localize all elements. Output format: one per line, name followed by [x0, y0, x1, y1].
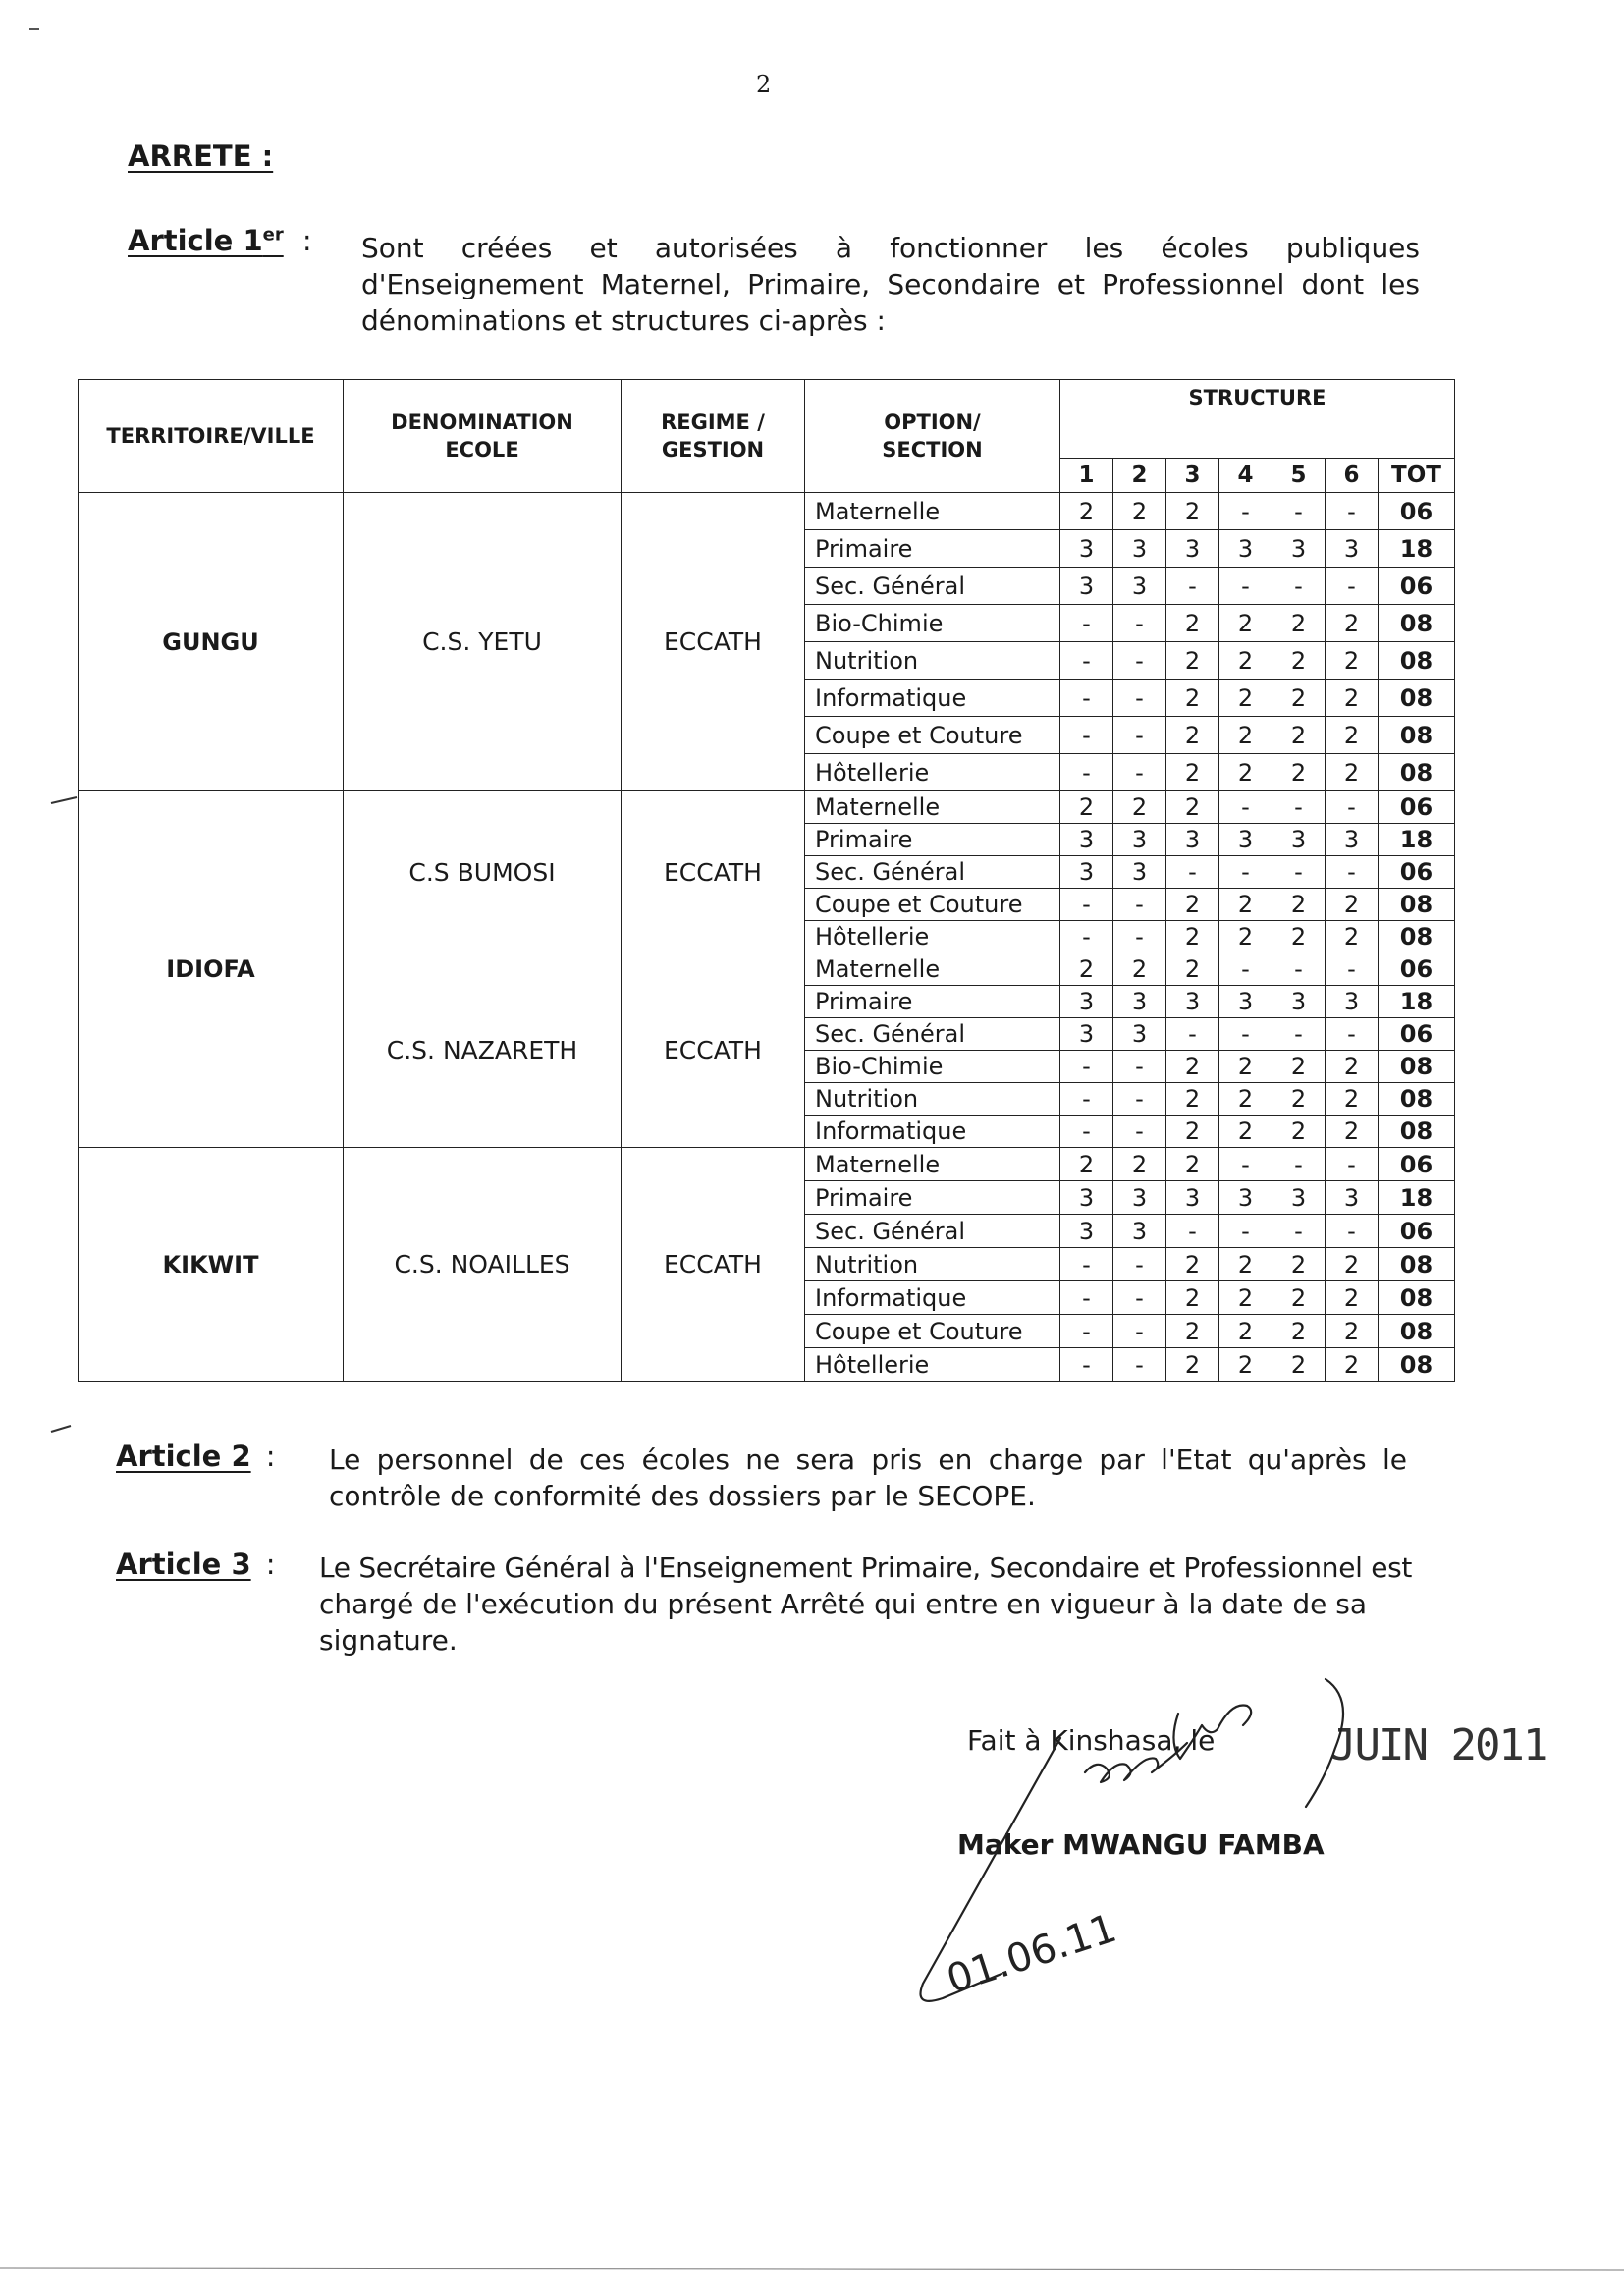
option-cell: Maternelle [805, 1148, 1060, 1181]
structure-value-cell: 2 [1166, 493, 1219, 530]
structure-value-cell: 2 [1166, 1148, 1219, 1181]
structure-value-cell: 2 [1060, 953, 1113, 986]
structure-value-cell: 2 [1219, 889, 1272, 921]
structure-value-cell: - [1113, 889, 1166, 921]
article2-line1: Le personnel de ces écoles ne sera pris en charge par l'Etat qu'après le [329, 1443, 1407, 1476]
article1-label-sup: er [262, 224, 284, 245]
structure-value-cell: - [1272, 791, 1326, 824]
structure-value-cell: 2 [1166, 1116, 1219, 1148]
structure-value-cell: 3 [1166, 1181, 1219, 1215]
school-name: C.S. NOAILLES [394, 1250, 570, 1279]
structure-value-cell: - [1113, 1281, 1166, 1315]
article3-line3: signature. [319, 1624, 458, 1657]
structure-value-cell: 3 [1060, 986, 1113, 1018]
structure-value-cell: 2 [1166, 717, 1219, 754]
structure-value-cell: 3 [1166, 824, 1219, 856]
structure-value-cell: 2 [1113, 1148, 1166, 1181]
structure-value-cell: - [1060, 1051, 1113, 1083]
structure-value-cell: 2 [1219, 642, 1272, 680]
article2-colon: : [265, 1440, 276, 1473]
structure-value-cell: 2 [1219, 1051, 1272, 1083]
structure-value-cell: - [1272, 856, 1326, 889]
structure-value-cell: 3 [1113, 1018, 1166, 1051]
structure-value-cell: - [1166, 1215, 1219, 1248]
structure-value-cell: 2 [1219, 717, 1272, 754]
structure-value-cell: 2 [1272, 1116, 1326, 1148]
structure-value-cell: 3 [1060, 856, 1113, 889]
structure-value-cell: 3 [1113, 856, 1166, 889]
structure-value-cell: 3 [1166, 530, 1219, 568]
structure-value-cell: - [1113, 1116, 1166, 1148]
total-cell: 08 [1379, 921, 1455, 953]
header-denomination-line1: DENOMINATION [391, 410, 573, 434]
structure-value-cell: 2 [1166, 1281, 1219, 1315]
structure-value-cell: - [1113, 1248, 1166, 1281]
structure-value-cell: 2 [1219, 754, 1272, 791]
structure-value-cell: 2 [1166, 680, 1219, 717]
structure-value-cell: - [1326, 953, 1379, 986]
structure-value-cell: 2 [1166, 791, 1219, 824]
header-regime-line1: REGIME / [661, 410, 765, 434]
structure-value-cell: 2 [1219, 1315, 1272, 1348]
structure-value-cell: 2 [1272, 1083, 1326, 1116]
total-cell: 06 [1379, 791, 1455, 824]
territory-name: KIKWIT [162, 1250, 259, 1279]
header-col-tot: TOT [1379, 459, 1455, 493]
structure-value-cell: 2 [1326, 605, 1379, 642]
structure-value-cell: 2 [1326, 1051, 1379, 1083]
structure-value-cell: - [1060, 1348, 1113, 1382]
structure-value-cell: - [1060, 717, 1113, 754]
structure-value-cell: - [1113, 1348, 1166, 1382]
structure-value-cell: - [1060, 680, 1113, 717]
structure-value-cell: 2 [1219, 1348, 1272, 1382]
option-cell: Nutrition [805, 1083, 1060, 1116]
total-cell: 08 [1379, 1051, 1455, 1083]
structure-value-cell: - [1219, 568, 1272, 605]
scan-mark-left-2 [51, 1426, 71, 1432]
place-date-line: Fait à Kinshasa, le [967, 1724, 1216, 1757]
territory-name: GUNGU [162, 627, 259, 656]
article3-line2: chargé de l'exécution du présent Arrêté qui entre en vigueur à la date de sa [319, 1588, 1367, 1620]
structure-value-cell: 2 [1272, 1051, 1326, 1083]
total-cell: 08 [1379, 1348, 1455, 1382]
structure-value-cell: - [1060, 921, 1113, 953]
structure-value-cell: - [1166, 568, 1219, 605]
structure-value-cell: - [1060, 754, 1113, 791]
header-col-3: 3 [1166, 459, 1219, 493]
structure-value-cell: 2 [1166, 1248, 1219, 1281]
structure-value-cell: - [1326, 856, 1379, 889]
total-cell: 08 [1379, 889, 1455, 921]
header-option-line2: SECTION [882, 438, 983, 462]
option-cell: Hôtellerie [805, 921, 1060, 953]
structure-value-cell: - [1219, 1018, 1272, 1051]
header-col-2: 2 [1113, 459, 1166, 493]
structure-value-cell: 3 [1326, 986, 1379, 1018]
regime-name: ECCATH [664, 857, 762, 887]
article1-colon: : [301, 224, 312, 257]
option-cell: Hôtellerie [805, 754, 1060, 791]
total-cell: 08 [1379, 1248, 1455, 1281]
structure-value-cell: 2 [1272, 680, 1326, 717]
structure-value-cell: - [1219, 953, 1272, 986]
structure-value-cell: 2 [1326, 921, 1379, 953]
structure-value-cell: 3 [1060, 824, 1113, 856]
option-cell: Informatique [805, 1281, 1060, 1315]
structure-value-cell: 3 [1326, 824, 1379, 856]
option-cell: Maternelle [805, 493, 1060, 530]
structure-value-cell: - [1272, 1148, 1326, 1181]
option-cell: Sec. Général [805, 856, 1060, 889]
option-cell: Coupe et Couture [805, 717, 1060, 754]
structure-value-cell: - [1060, 1116, 1113, 1148]
article3-label-text: Article 3 [116, 1548, 251, 1581]
structure-value-cell: 2 [1060, 1148, 1113, 1181]
structure-value-cell: 2 [1272, 1248, 1326, 1281]
structure-value-cell: - [1060, 1281, 1113, 1315]
structure-value-cell: - [1326, 493, 1379, 530]
structure-value-cell: 2 [1272, 717, 1326, 754]
structure-value-cell: - [1166, 856, 1219, 889]
structure-value-cell: - [1060, 889, 1113, 921]
option-cell: Bio-Chimie [805, 605, 1060, 642]
option-cell: Primaire [805, 986, 1060, 1018]
structure-value-cell: 2 [1272, 1281, 1326, 1315]
structure-value-cell: 2 [1166, 1051, 1219, 1083]
structure-value-cell: 3 [1113, 1181, 1166, 1215]
option-cell: Primaire [805, 530, 1060, 568]
structure-value-cell: 3 [1326, 1181, 1379, 1215]
structure-value-cell: - [1113, 754, 1166, 791]
total-cell: 06 [1379, 953, 1455, 986]
structure-value-cell: - [1113, 605, 1166, 642]
header-territoire-label: TERRITOIRE/VILLE [106, 424, 315, 448]
total-cell: 08 [1379, 1083, 1455, 1116]
article1-line2: d'Enseignement Maternel, Primaire, Secondaire et Professionnel dont les [361, 268, 1420, 300]
regime-name: ECCATH [664, 1250, 762, 1279]
handwritten-date: 01.06.11 [941, 1905, 1122, 2003]
option-cell: Informatique [805, 680, 1060, 717]
structure-value-cell: 3 [1219, 1181, 1272, 1215]
structure-value-cell: 2 [1326, 1116, 1379, 1148]
structure-value-cell: 2 [1166, 889, 1219, 921]
structure-value-cell: 2 [1166, 642, 1219, 680]
structure-value-cell: 2 [1166, 1083, 1219, 1116]
option-cell: Nutrition [805, 1248, 1060, 1281]
total-cell: 08 [1379, 642, 1455, 680]
structure-value-cell: 2 [1113, 791, 1166, 824]
structure-value-cell: - [1326, 791, 1379, 824]
regime-name: ECCATH [664, 627, 762, 656]
structure-value-cell: 2 [1326, 1281, 1379, 1315]
structure-value-cell: - [1326, 568, 1379, 605]
structure-value-cell: 2 [1219, 921, 1272, 953]
structure-value-cell: 2 [1113, 953, 1166, 986]
structure-value-cell: 2 [1166, 754, 1219, 791]
option-cell: Hôtellerie [805, 1348, 1060, 1382]
structure-value-cell: 2 [1166, 953, 1219, 986]
total-cell: 18 [1379, 986, 1455, 1018]
structure-value-cell: 2 [1326, 889, 1379, 921]
structure-value-cell: 2 [1219, 1116, 1272, 1148]
option-cell: Nutrition [805, 642, 1060, 680]
structure-value-cell: - [1219, 1148, 1272, 1181]
structure-value-cell: - [1326, 1148, 1379, 1181]
structure-value-cell: 3 [1219, 986, 1272, 1018]
option-cell: Informatique [805, 1116, 1060, 1148]
structure-value-cell: 3 [1272, 530, 1326, 568]
option-cell: Bio-Chimie [805, 1051, 1060, 1083]
total-cell: 06 [1379, 1018, 1455, 1051]
option-cell: Primaire [805, 824, 1060, 856]
header-structure: STRUCTURE [1060, 380, 1455, 459]
structure-value-cell: - [1272, 493, 1326, 530]
structure-value-cell: 2 [1219, 680, 1272, 717]
structure-value-cell: 3 [1060, 1018, 1113, 1051]
structure-value-cell: 3 [1272, 1181, 1326, 1215]
total-cell: 18 [1379, 1181, 1455, 1215]
scan-mark-left-1 [51, 797, 77, 803]
structure-value-cell: 2 [1326, 1248, 1379, 1281]
option-cell: Sec. Général [805, 1215, 1060, 1248]
structure-value-cell: 2 [1272, 642, 1326, 680]
article3-colon: : [265, 1548, 276, 1581]
option-cell: Maternelle [805, 791, 1060, 824]
article1-label-text: Article 1 [128, 224, 263, 257]
structure-value-cell: 3 [1060, 1215, 1113, 1248]
total-cell: 06 [1379, 1148, 1455, 1181]
structure-value-cell: 3 [1219, 824, 1272, 856]
structure-value-cell: - [1060, 642, 1113, 680]
structure-value-cell: - [1272, 1215, 1326, 1248]
structure-value-cell: 3 [1326, 530, 1379, 568]
header-col-6: 6 [1326, 459, 1379, 493]
structure-value-cell: 3 [1060, 1181, 1113, 1215]
structure-value-cell: - [1326, 1018, 1379, 1051]
total-cell: 08 [1379, 1116, 1455, 1148]
header-option-line1: OPTION/ [884, 410, 981, 434]
structure-value-cell: - [1113, 1315, 1166, 1348]
header-col-5: 5 [1272, 459, 1326, 493]
header-regime-line2: GESTION [661, 438, 765, 462]
option-cell: Maternelle [805, 953, 1060, 986]
total-cell: 08 [1379, 605, 1455, 642]
structure-value-cell: - [1113, 680, 1166, 717]
school-name: C.S. NAZARETH [386, 1036, 578, 1064]
article2-label-text: Article 2 [116, 1440, 251, 1473]
structure-value-cell: - [1113, 642, 1166, 680]
structure-value-cell: 3 [1060, 530, 1113, 568]
structure-value-cell: - [1113, 1083, 1166, 1116]
structure-value-cell: - [1060, 1315, 1113, 1348]
structure-value-cell: 3 [1113, 568, 1166, 605]
option-cell: Primaire [805, 1181, 1060, 1215]
total-cell: 08 [1379, 717, 1455, 754]
structure-value-cell: 3 [1113, 986, 1166, 1018]
structure-value-cell: - [1272, 1018, 1326, 1051]
regime-name: ECCATH [664, 1036, 762, 1064]
total-cell: 06 [1379, 856, 1455, 889]
structure-value-cell: 2 [1060, 791, 1113, 824]
structure-value-cell: 2 [1326, 717, 1379, 754]
structure-value-cell: 3 [1113, 1215, 1166, 1248]
structure-value-cell: 2 [1326, 1083, 1379, 1116]
structure-value-cell: 3 [1272, 986, 1326, 1018]
structure-value-cell: - [1272, 953, 1326, 986]
structure-value-cell: - [1113, 921, 1166, 953]
structure-value-cell: - [1166, 1018, 1219, 1051]
structure-value-cell: 2 [1326, 1348, 1379, 1382]
scan-bottom-edge [0, 2268, 1624, 2270]
structure-value-cell: - [1060, 1248, 1113, 1281]
total-cell: 08 [1379, 680, 1455, 717]
school-name: C.S BUMOSI [408, 857, 556, 887]
structure-value-cell: 2 [1326, 642, 1379, 680]
signer-name: Maker MWANGU FAMBA [957, 1828, 1325, 1861]
structure-value-cell: 2 [1219, 1083, 1272, 1116]
structure-value-cell: - [1113, 717, 1166, 754]
structure-value-cell: 2 [1166, 1315, 1219, 1348]
structure-value-cell: 2 [1272, 754, 1326, 791]
structure-value-cell: 3 [1219, 530, 1272, 568]
structure-value-cell: 2 [1326, 680, 1379, 717]
structure-value-cell: - [1060, 605, 1113, 642]
structure-value-cell: 3 [1113, 530, 1166, 568]
structure-value-cell: 2 [1060, 493, 1113, 530]
structure-value-cell: - [1219, 791, 1272, 824]
total-cell: 08 [1379, 1315, 1455, 1348]
date-stamp: JUIN 2011 [1330, 1720, 1547, 1770]
page-number: 2 [756, 71, 772, 98]
total-cell: 06 [1379, 493, 1455, 530]
structure-value-cell: - [1113, 1051, 1166, 1083]
structure-value-cell: 2 [1219, 605, 1272, 642]
structure-value-cell: 2 [1113, 493, 1166, 530]
option-cell: Coupe et Couture [805, 1315, 1060, 1348]
total-cell: 18 [1379, 530, 1455, 568]
article2-line2: contrôle de conformité des dossiers par le SECOPE. [329, 1480, 1036, 1512]
structure-value-cell: - [1219, 856, 1272, 889]
header-col-4: 4 [1219, 459, 1272, 493]
school-name: C.S. YETU [422, 627, 542, 656]
option-cell: Sec. Général [805, 568, 1060, 605]
structure-value-cell: 2 [1272, 605, 1326, 642]
option-cell: Coupe et Couture [805, 889, 1060, 921]
decree-heading: ARRETE : [128, 139, 274, 173]
structure-value-cell: 2 [1166, 921, 1219, 953]
total-cell: 06 [1379, 1215, 1455, 1248]
structure-value-cell: 3 [1060, 568, 1113, 605]
structure-value-cell: 2 [1326, 1315, 1379, 1348]
structure-value-cell: - [1326, 1215, 1379, 1248]
structure-value-cell: 2 [1166, 1348, 1219, 1382]
structure-value-cell: - [1272, 568, 1326, 605]
header-denomination-line2: ECOLE [445, 438, 519, 462]
structure-value-cell: - [1219, 1215, 1272, 1248]
structure-value-cell: 3 [1166, 986, 1219, 1018]
structure-value-cell: 2 [1272, 1315, 1326, 1348]
header-col-1: 1 [1060, 459, 1113, 493]
structure-value-cell: 3 [1272, 824, 1326, 856]
structure-value-cell: - [1219, 493, 1272, 530]
total-cell: 08 [1379, 754, 1455, 791]
article1-line3: dénominations et structures ci-après : [361, 304, 886, 337]
article1-line1: Sont créées et autorisées à fonctionner les écoles publiques [361, 232, 1420, 264]
total-cell: 06 [1379, 568, 1455, 605]
structure-value-cell: 2 [1219, 1248, 1272, 1281]
structure-value-cell: 3 [1113, 824, 1166, 856]
article3-line1: Le Secrétaire Général à l'Enseignement Primaire, Secondaire et Professionnel est [319, 1551, 1413, 1584]
structure-value-cell: 2 [1326, 754, 1379, 791]
structure-value-cell: 2 [1272, 1348, 1326, 1382]
total-cell: 18 [1379, 824, 1455, 856]
total-cell: 08 [1379, 1281, 1455, 1315]
territory-name: IDIOFA [166, 955, 255, 983]
structure-value-cell: 2 [1166, 605, 1219, 642]
structure-value-cell: - [1060, 1083, 1113, 1116]
structure-value-cell: 2 [1272, 889, 1326, 921]
structure-value-cell: 2 [1219, 1281, 1272, 1315]
structure-value-cell: 2 [1272, 921, 1326, 953]
option-cell: Sec. Général [805, 1018, 1060, 1051]
